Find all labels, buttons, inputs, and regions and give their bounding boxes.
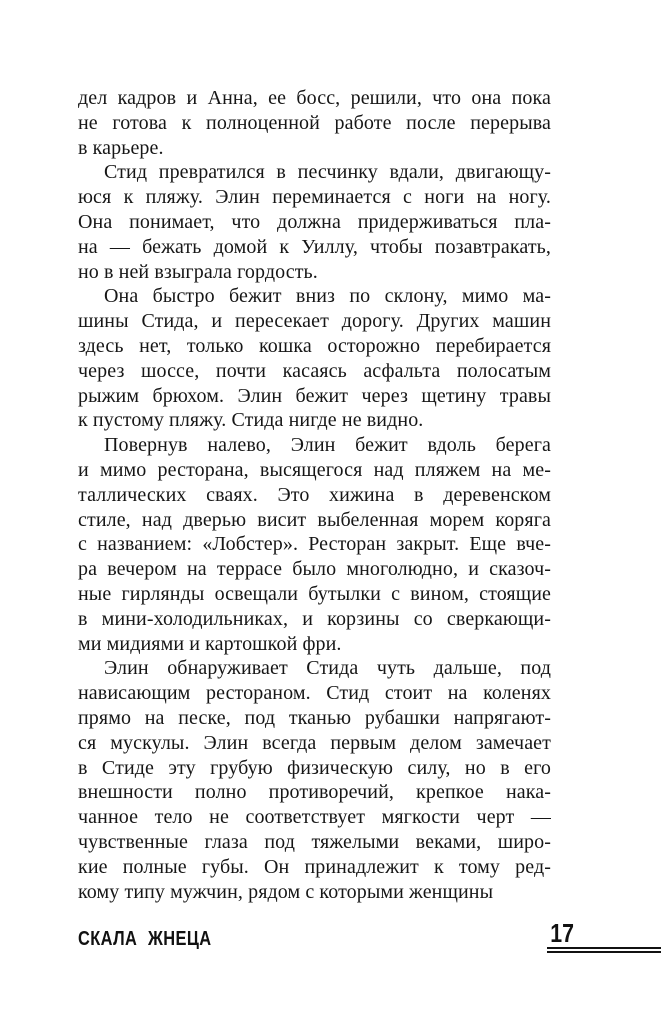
text-line: таллических сваях. Это хижина в деревенском xyxy=(78,483,551,506)
running-title: СКАЛА ЖНЕЦА xyxy=(78,928,212,950)
text-line: Она понимает, что должна придерживаться пла- xyxy=(78,210,551,233)
text-line: Стид превратился в песчинку вдали, двигающу- xyxy=(104,161,551,184)
text-line: ми мидиями и картошкой фри. xyxy=(78,632,342,655)
text-line: Она быстро бежит вниз по склону, мимо ма- xyxy=(104,285,551,308)
page-number: 17 xyxy=(550,918,574,948)
text-line: ра вечером на террасе было многолюдно, и сказоч- xyxy=(78,558,551,581)
text-line: нависающим рестораном. Стид стоит на коленях xyxy=(78,682,551,705)
paragraph xyxy=(78,86,551,160)
text-line: на — бежать домой к Уиллу, чтобы позавтракать, xyxy=(78,235,551,258)
text-line: внешности полно противоречий, крепкое нака- xyxy=(78,781,551,804)
text-line: рыжим брюхом. Элин бежит через щетину травы xyxy=(78,384,551,407)
text-line: с названием: «Лобстер». Ресторан закрыт. Еще вче- xyxy=(78,533,551,556)
text-line: чувственные глаза под тяжелыми веками, широ- xyxy=(78,830,551,853)
text-line: здесь нет, только кошка осторожно перебирается xyxy=(78,334,551,357)
page-number-block xyxy=(547,918,661,953)
text-line: шины Стида, и пересекает дорогу. Других машин xyxy=(78,310,551,333)
text-line: дел кадров и Анна, ее босс, решили, что она пока xyxy=(78,87,551,109)
text-line: но в ней взыграла гордость. xyxy=(78,260,318,283)
text-line: и мимо ресторана, высящегося над пляжем на ме- xyxy=(78,458,551,481)
paragraph xyxy=(78,284,551,433)
body-text xyxy=(78,86,551,904)
text-line: кие полные губы. Он принадлежит к тому ред- xyxy=(78,855,551,878)
text-line: в мини-холодильниках, и корзины со сверкающи- xyxy=(78,607,551,630)
text-line: в карьере. xyxy=(78,136,164,159)
text-line: юся к пляжу. Элин переминается с ноги на ногу. xyxy=(78,186,551,209)
paragraph xyxy=(78,656,551,904)
text-line: не готова к полноценной работе после перерыва xyxy=(78,111,551,134)
text-line: ные гирлянды освещали бутылки с вином, стоящие xyxy=(78,582,551,605)
text-line: ся мускулы. Элин всегда первым делом замечает xyxy=(78,731,551,754)
text-line: Элин обнаруживает Стида чуть дальше, под xyxy=(104,657,551,680)
text-line: Повернув налево, Элин бежит вдоль берега xyxy=(104,434,551,457)
text-line: кому типу мужчин, рядом с которыми женщины xyxy=(78,880,494,903)
text-line: прямо на песке, под тканью рубашки напрягают- xyxy=(78,706,551,729)
text-line: через шоссе, почти касаясь асфальта полосатым xyxy=(78,359,551,382)
text-line: чанное тело не соответствует мягкости черт — xyxy=(78,806,551,829)
text-line: стиле, над дверью висит выбеленная морем коряга xyxy=(78,508,551,531)
paragraph xyxy=(78,433,551,656)
text-line: в Стиде эту грубую физическую силу, но в его xyxy=(78,756,551,779)
paragraph xyxy=(78,160,551,284)
text-line: к пустому пляжу. Стида нигде не видно. xyxy=(78,409,424,432)
